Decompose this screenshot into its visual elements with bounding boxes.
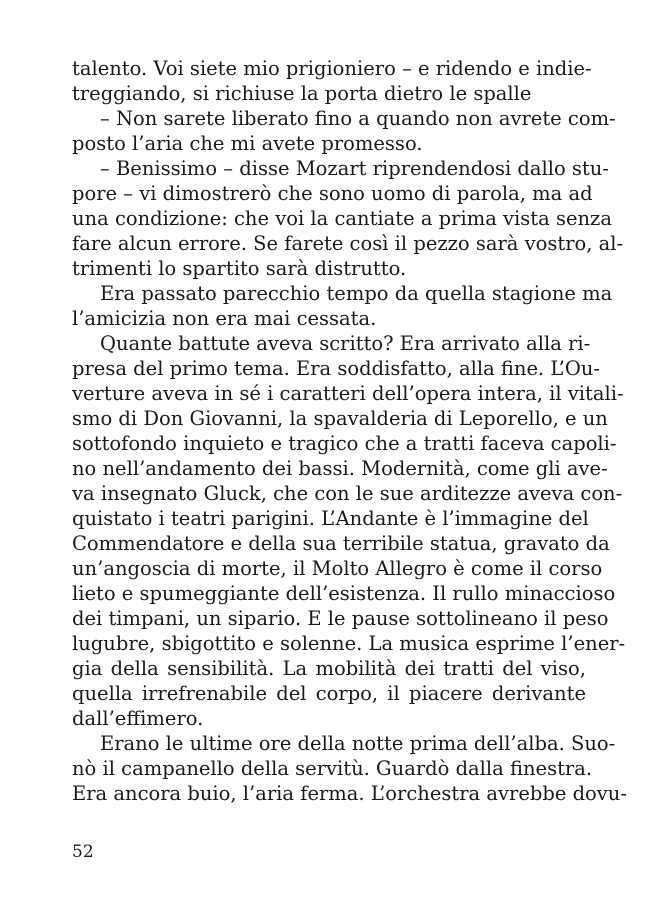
text-line: Era passato parecchio tempo da quella stagione ma (100, 282, 613, 305)
text-line: sottofondo inquieto e tragico che a tratti faceva capoli- (72, 432, 617, 455)
paragraph-4 (72, 281, 613, 331)
text-line: smo di Don Giovanni, la spavalderia di Leporello, e un (72, 407, 608, 430)
text-line: gia della sensibilità. La mobilità dei tratti del viso, (72, 657, 586, 680)
text-line: Erano le ultime ore della notte prima dell’alba. Suo- (100, 732, 616, 755)
text-line: quistato i teatri parigini. L’Andante è l’immagine del (72, 507, 589, 530)
text-line: pore – vi dimostrerò che sono uomo di parola, ma ad (72, 182, 593, 205)
text-line: nò il campanello della servitù. Guardò dalla finestra. (72, 757, 593, 780)
text-line: fare alcun errore. Se farete così il pezzo sarà vostro, al- (72, 232, 624, 255)
paragraph-1 (72, 56, 592, 106)
text-line: lugubre, sbigottito e solenne. La musica esprime l’ener- (72, 632, 626, 655)
paragraph-5 (72, 331, 626, 731)
text-line: trimenti lo spartito sarà distrutto. (72, 257, 407, 280)
body-text (72, 56, 627, 806)
paragraph-3 (72, 156, 624, 281)
text-line: posto l’aria che mi avete promesso. (72, 132, 423, 155)
text-line: un’angoscia di morte, il Molto Allegro è come il corso (72, 557, 603, 580)
text-line: no nell’andamento dei bassi. Modernità, come gli ave- (72, 457, 608, 480)
text-line: va insegnato Gluck, che con le sue arditezze aveva con- (72, 482, 623, 505)
text-line: talento. Voi siete mio prigioniero – e ridendo e indie- (72, 57, 592, 80)
page-number: 52 (72, 842, 94, 862)
text-line: quella irrefrenabile del corpo, il piacere derivante (72, 682, 586, 705)
text-line: treggiando, si richiuse la porta dietro le spalle (72, 82, 532, 105)
text-line: presa del primo tema. Era soddisfatto, alla fine. L’Ou- (72, 357, 601, 380)
paragraph-6 (72, 731, 627, 806)
text-line: verture aveva in sé i caratteri dell’opera intera, il vitali- (72, 382, 624, 405)
text-line: – Benissimo – disse Mozart riprendendosi dallo stu- (100, 157, 609, 180)
text-line: dei timpani, un sipario. E le pause sottolineano il peso (72, 607, 609, 630)
text-line: dall’effimero. (72, 707, 204, 730)
text-line: lieto e spumeggiante dell’esistenza. Il rullo minaccioso (72, 582, 616, 605)
text-line: Quante battute aveva scritto? Era arrivato alla ri- (100, 332, 591, 355)
text-line: una condizione: che voi la cantiate a prima vista senza (72, 207, 612, 230)
text-line: – Non sarete liberato fino a quando non avrete com- (100, 107, 616, 130)
text-line: l’amicizia non era mai cessata. (72, 307, 377, 330)
paragraph-2 (72, 106, 616, 156)
text-line: Era ancora buio, l’aria ferma. L’orchestra avrebbe dovu- (72, 782, 627, 805)
text-line: Commendatore e della sua terribile statua, gravato da (72, 532, 610, 555)
